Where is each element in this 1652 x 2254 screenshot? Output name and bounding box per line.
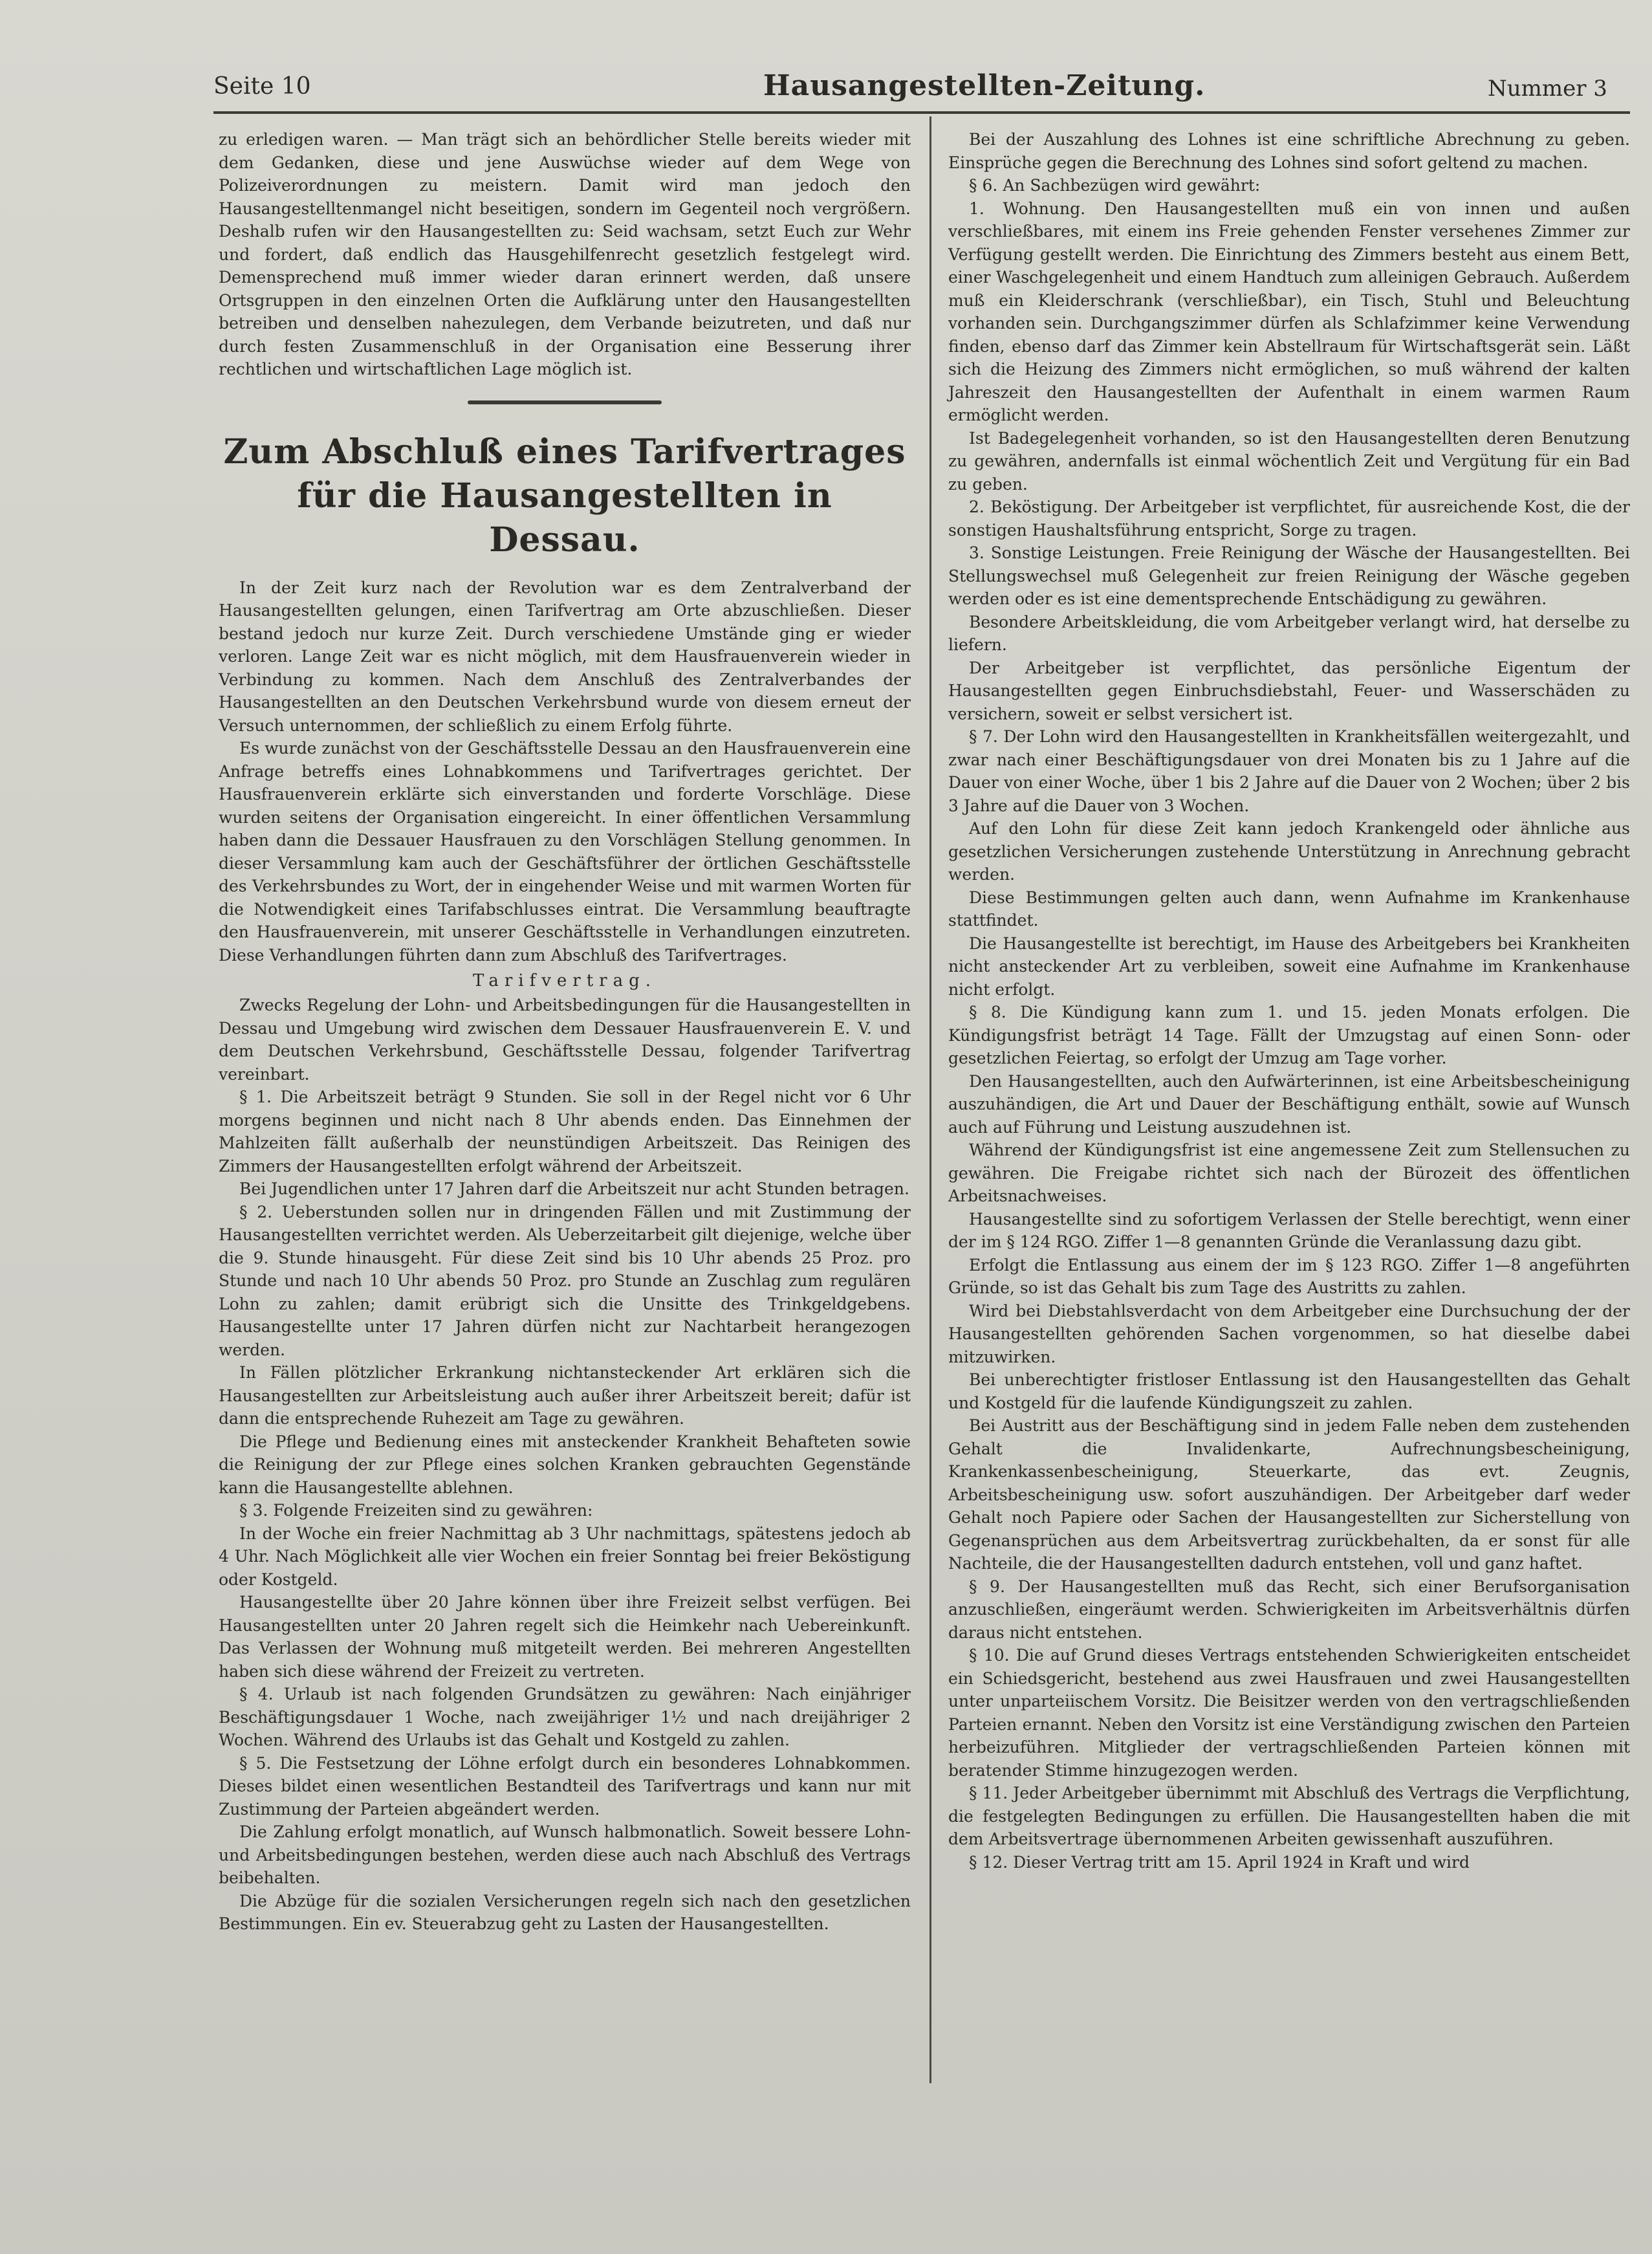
article-title: Zum Abschluß eines Tarifvertrages für die Hausangestellten in Dessau. (223, 432, 906, 560)
article-paragraph: § 1. Die Arbeitszeit beträgt 9 Stunden. Sie soll in der Regel nicht vor 6 Uhr morgens beginnen und nicht nach 8 Uhr abends enden. Das Einnehmen der Mahlzeiten fällt außerhalb der neunstündigen Arbeitszeit. Das Reinigen des Zimmers der Hausangestellten erfolgt während der Arbeitszeit. (219, 1088, 911, 1176)
article-paragraph: In Fällen plötzlicher Erkrankung nichtansteckender Art erklären sich die Hausangestellten zur Arbeitsleistung auch außer ihrer Arbeitszeit bereit; dafür ist dann die entsprechende Ruhezeit am Tage zu gewähren. (219, 1363, 911, 1428)
article-paragraph: In der Woche ein freier Nachmittag ab 3 Uhr nachmittags, spätestens jedoch ab 4 Uhr. Nach Möglichkeit alle vier Wochen ein freier Sonntag bei freier Beköstigung oder Kostgeld. (219, 1524, 911, 1589)
page-header (0, 61, 1652, 113)
article-paragraph: § 3. Folgende Freizeiten sind zu gewähren: (239, 1501, 593, 1520)
article-paragraph: Die Pflege und Bedienung eines mit ansteckender Krankheit Behafteten sowie die Reinigung der zur Pflege eines solchen Kranken gebrauchten Gegenstände kann die Hausangestellte ablehnen. (219, 1432, 911, 1497)
article-paragraph: Bei Jugendlichen unter 17 Jahren darf die Arbeitszeit nur acht Stunden betragen. (239, 1179, 909, 1198)
article-paragraph: Den Hausangestellten, auch den Aufwärterinnen, ist eine Arbeitsbescheinigung auszuhändigen, die Art und Dauer der Beschäftigung enthält, sowie auf Wunsch auch auf Führung und Leistung auszudehnen ist. (948, 1071, 1630, 1137)
article-paragraph: § 10. Die auf Grund dieses Vertrags entstehenden Schwierigkeiten entscheidet ein Schiedsgericht, bestehend aus zwei Hausfrauen und zwei Hausangestellten unter unparteiischem Vorsitz. Die Beisitzer werden von den vertragschließenden Parteien ernannt. Neben den Vorsitz ist eine Verständigung zwischen den Parteien herbeizuführen. Mitglieder der vertragschließenden Parteien können mit beratender Stimme hinzugezogen werden. (948, 1646, 1630, 1780)
article-paragraph: Während der Kündigungsfrist ist eine angemessene Zeit zum Stellensuchen zu gewähren. Die Freigabe richtet sich nach der Bürozeit des öffentlichen Arbeitsnachweises. (948, 1141, 1630, 1205)
article-paragraph: Bei der Auszahlung des Lohnes ist eine schriftliche Abrechnung zu geben. Einsprüche gegen die Berechnung des Lohnes sind sofort geltend zu machen. (948, 130, 1630, 172)
article-paragraph: § 5. Die Festsetzung der Löhne erfolgt durch ein besonderes Lohnabkommen. Dieses bildet einen wesentlichen Bestandteil des Tarifvertrags und kann nur mit Zustimmung der Parteien abgeändert werden. (219, 1753, 911, 1819)
article-paragraph: Hausangestellte sind zu sofortigem Verlassen der Stelle berechtigt, wenn einer der im § 124 RGO. Ziffer 1—8 genannten Gründe die Veranlassung dazu gibt. (948, 1209, 1630, 1251)
page-number: Seite 10 (213, 73, 311, 100)
article-paragraph: § 9. Der Hausangestellten muß das Recht, sich einer Berufsorganisation anzuschließen, eingeräumt werden. Schwierigkeiten im Arbeitsverhältnis dürfen daraus nicht entstehen. (948, 1577, 1630, 1642)
article-paragraph: § 8. Die Kündigung kann zum 1. und 15. jeden Monats erfolgen. Die Kündigungsfrist beträgt 14 Tage. Fällt der Umzugstag auf einen Sonn- oder gesetzlichen Feiertag, so erfolgt der Umzug am Tage vorher. (948, 1003, 1630, 1067)
article-paragraph: Besondere Arbeitskleidung, die vom Arbeitgeber verlangt wird, hat derselbe zu liefern. (948, 612, 1630, 654)
article-paragraph: Zwecks Regelung der Lohn- und Arbeitsbedingungen für die Hausangestellten in Dessau und Umgebung wird zwischen dem Dessauer Hausfrauenverein E. V. und dem Deutschen Verkehrsbund, Geschäftsstelle Dessau, folgender Tarifvertrag vereinbart. (219, 996, 911, 1084)
article-paragraph: In der Zeit kurz nach der Revolution war es dem Zentralverband der Hausangestellten gelungen, einen Tarifvertrag am Orte abzuschließen. Dieser bestand jedoch nur kurze Zeit. Durch verschiedene Umstände ging er wieder verloren. Lange Zeit war es nicht möglich, mit dem Hausfrauenverein wieder in Verbindung zu kommen. Nach dem Anschluß des Zentralverbandes der Hausangestellten an den Deutschen Verkehrsbund wurde von diesem erneut der Versuch unternommen, der schließlich zu einem Erfolg führte. (219, 578, 911, 735)
article-paragraph: 1. Wohnung. Den Hausangestellten muß ein von innen und außen verschließbares, mit einem ins Freie gehenden Fenster versehenes Zimmer zur Verfügung gestellt werden. Die Einrichtung des Zimmers besteht aus einem Bett, einer Waschgelegenheit und einem Handtuch zum alleinigen Gebrauch. Außerdem muß ein Kleiderschrank (verschließbar), ein Tisch, Stuhl und Beleuchtung vorhanden sein. Durchgangszimmer dürfen als Schlafzimmer keine Verwendung finden, ebenso darf das Zimmer kein Abstellraum für Wirtschaftsgerät sein. Läßt sich die Heizung des Zimmers nicht ermöglichen, so muß während der kalten Jahreszeit den Hausangestellten der Aufenthalt in einem warmen Raum ermöglicht werden. (948, 199, 1630, 424)
contract-subheading: Tarifvertrag. (473, 971, 657, 990)
article-paragraph: Bei Austritt aus der Beschäftigung sind in jedem Falle neben dem zustehenden Gehalt die Invalidenkarte, Aufrechnungsbescheinigung, Krankenkassenbescheinigung, Steuerkarte, das evt. Zeugnis, Arbeitsbescheinigung usw. sofort auszuhändigen. Der Arbeitgeber darf weder Gehalt noch Papiere oder Sachen der Hausangestellten zur Sicherstellung von Gegenansprüchen aus dem Arbeitsvertrag zurückbehalten, da er sonst für alle Nachteile, die der Hausangestellten dadurch entstehen, voll und ganz haftet. (948, 1416, 1630, 1573)
article-paragraph: Erfolgt die Entlassung aus einem der im § 123 RGO. Ziffer 1—8 angeführten Gründe, so ist das Gehalt bis zum Tage des Austritts zu zahlen. (948, 1255, 1630, 1297)
newspaper-name: Hausangestellten-Zeitung. (763, 69, 1206, 102)
article-paragraph: § 12. Dieser Vertrag tritt am 15. April 1924 in Kraft und wird (969, 1852, 1470, 1872)
article-paragraph: Auf den Lohn für diese Zeit kann jedoch Krankengeld oder ähnliche aus gesetzlichen Versicherungen zustehende Unterstützung in Anrechnung gebracht werden. (948, 819, 1630, 884)
intro-paragraph: zu erledigen waren. — Man trägt sich an behördlicher Stelle bereits wieder mit dem Gedanken, diese und jene Auswüchse wieder auf dem Wege von Polizeiverordnungen zu meistern. Damit wird man jedoch den Hausangestelltenmangel nicht beseitigen, sondern im Gegenteil noch vergrößern. Deshalb rufen wir den Hausangestellten zu: Seid wachsam, setzt Euch zur Wehr und fordert, daß endlich das Hausgehilfenrecht gesetzlich festgelegt wird. Demensprechend muß immer wieder daran erinnert werden, daß unsere Ortsgruppen in den einzelnen Orten die Aufklärung unter den Hausangestellten betreiben und denselben nahezulegen, dem Verbande beizutreten, und daß nur durch festen Zusammenschluß in der Organisation eine Besserung ihrer rechtlichen und wirtschaftlichen Lage möglich ist. (219, 130, 911, 378)
left-column (219, 128, 911, 1936)
section-separator (468, 400, 662, 404)
article-paragraph: 2. Beköstigung. Der Arbeitgeber ist verpflichtet, für ausreichende Kost, die der sonstigen Haushaltsführung entspricht, Sorge zu tragen. (948, 498, 1630, 540)
article-paragraph: § 2. Ueberstunden sollen nur in dringenden Fällen und mit Zustimmung der Hausangestellten verrichtet werden. Als Ueberzeitarbeit gilt diejenige, welche über die 9. Stunde hinausgeht. Für diese Zeit sind bis 10 Uhr abends 25 Proz. pro Stunde und nach 10 Uhr abends 50 Proz. pro Stunde an Zuschlag zum regulären Lohn zu zahlen; damit erübrigt sich die Unsitte des Trinkgeldgebens. Hausangestellte unter 17 Jahren dürfen nicht zur Nachtarbeit herangezogen werden. (219, 1202, 911, 1359)
column-divider (929, 116, 931, 2083)
article-paragraph: 3. Sonstige Leistungen. Freie Reinigung der Wäsche der Hausangestellten. Bei Stellungswechsel muß Gelegenheit zur freien Reinigung der Wäsche gegeben werden oder es ist eine dementsprechende Entschädigung zu gewähren. (948, 543, 1630, 608)
article-paragraph: § 4. Urlaub ist nach folgenden Grundsätzen zu gewähren: Nach einjähriger Beschäftigungsdauer 1 Woche, nach zweijähriger 1½ und nach dreijähriger 2 Wochen. Während des Urlaubs ist das Gehalt und Kostgeld zu zahlen. (219, 1685, 911, 1749)
article-paragraph: § 6. An Sachbezügen wird gewährt: (969, 176, 1261, 195)
right-column (948, 128, 1630, 1874)
article-paragraph: § 7. Der Lohn wird den Hausangestellten in Krankheitsfällen weitergezahlt, und zwar nach einer Beschäftigungsdauer von drei Monaten bis zu 1 Jahre auf die Dauer von einer Woche, über 1 bis 2 Jahre auf die Dauer von 2 Wochen; über 2 bis 3 Jahre auf die Dauer von 3 Wochen. (948, 727, 1630, 815)
article-paragraph: Diese Bestimmungen gelten auch dann, wenn Aufnahme im Krankenhause stattfindet. (948, 888, 1630, 930)
article-paragraph: Die Hausangestellte ist berechtigt, im Hause des Arbeitgebers bei Krankheiten nicht ansteckender Art zu verbleiben, soweit eine Aufnahme im Krankenhause nicht erfolgt. (948, 934, 1630, 999)
article-paragraph: Hausangestellte über 20 Jahre können über ihre Freizeit selbst verfügen. Bei Hausangestellten unter 20 Jahren regelt sich die Heimkehr nach Uebereinkunft. Das Verlassen der Wohnung muß mitgeteilt werden. Bei mehreren Angestellten haben sich diese während der Freizeit zu vertreten. (219, 1593, 911, 1681)
article-paragraph: Bei unberechtigter fristloser Entlassung ist den Hausangestellten das Gehalt und Kostgeld für die laufende Kündigungszeit zu zahlen. (948, 1370, 1630, 1412)
article-paragraph: Ist Badegelegenheit vorhanden, so ist den Hausangestellten deren Benutzung zu gewähren, andernfalls ist einmal wöchentlich Zeit und Vergütung für ein Bad zu geben. (948, 428, 1630, 494)
article-paragraph: Die Zahlung erfolgt monatlich, auf Wunsch halbmonatlich. Soweit bessere Lohn- und Arbeitsbedingungen bestehen, werden diese auch nach Abschluß des Vertrags beibehalten. (219, 1822, 911, 1887)
issue-number: Nummer 3 (1488, 76, 1607, 102)
article-paragraph: Wird bei Diebstahlsverdacht von dem Arbeitgeber eine Durchsuchung der der Hausangestellten gehörenden Sachen vorgenommen, so hat dieselbe dabei mitzuwirken. (948, 1301, 1630, 1366)
article-paragraph: Die Abzüge für die sozialen Versicherungen regeln sich nach den gesetzlichen Bestimmungen. Ein ev. Steuerabzug geht zu Lasten der Hausangestellten. (219, 1891, 911, 1933)
header-rule (213, 111, 1630, 114)
article-paragraph: Der Arbeitgeber ist verpflichtet, das persönliche Eigentum der Hausangestellten gegen Einbruchsdiebstahl, Feuer- und Wasserschäden zu versichern, soweit er selbst versichert ist. (948, 658, 1630, 723)
article-paragraph: Es wurde zunächst von der Geschäftsstelle Dessau an den Hausfrauenverein eine Anfrage betreffs eines Lohnabkommens und Tarifvertrages gerichtet. Der Hausfrauenverein erklärte sich einverstanden und forderte Vorschläge. Diese wurden seitens der Organisation eingereicht. In einer öffentlichen Versammlung haben dann die Dessauer Hausfrauen zu den Vorschlägen Stellung genommen. In dieser Versammlung kam auch der Geschäftsführer der örtlichen Geschäftsstelle des Verkehrsbundes zu Wort, der in eingehender Weise und mit warmen Worten für die Notwendigkeit eines Tarifabschlusses eintrat. Die Versammlung beauftragte den Hausfrauenverein, mit unserer Geschäftsstelle in Verhandlungen einzutreten. Diese Verhandlungen führten dann zum Abschluß des Tarifvertrages. (219, 739, 911, 965)
article-paragraph: § 11. Jeder Arbeitgeber übernimmt mit Abschluß des Vertrags die Verpflichtung, die festgelegten Bedingungen zu erfüllen. Die Hausangestellten haben die mit dem Arbeitsvertrage übernommenen Arbeiten gewissenhaft auszuführen. (948, 1784, 1630, 1848)
